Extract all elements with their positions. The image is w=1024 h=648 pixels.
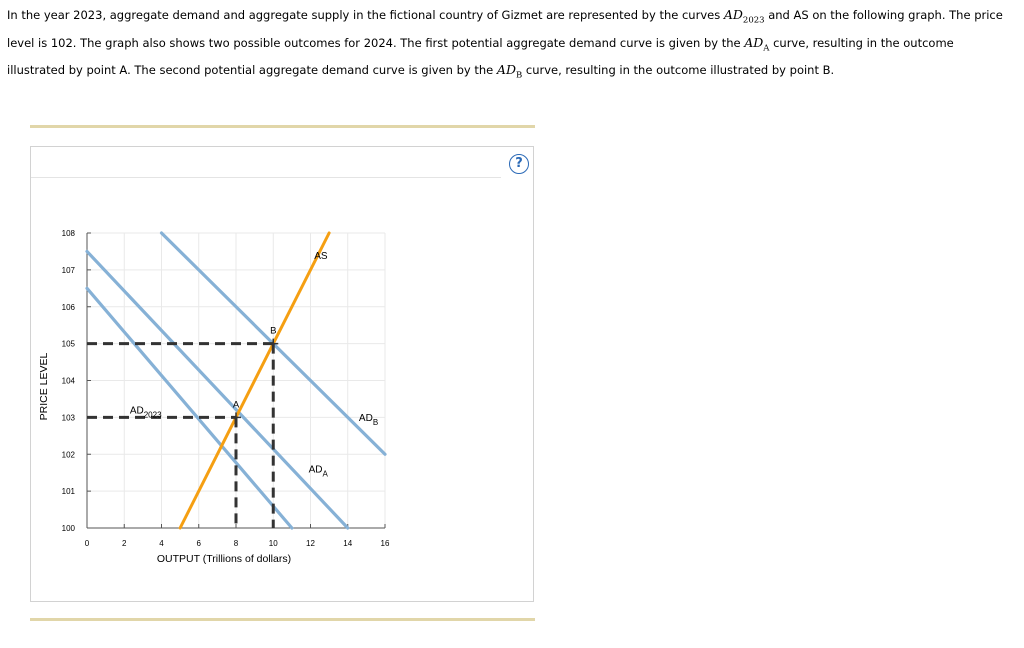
top-divider	[30, 125, 535, 128]
series-label-ad2023: $AD_{2023}$	[129, 405, 162, 420]
x-tick-label: 4	[159, 539, 164, 548]
y-tick-label: 100	[61, 524, 75, 533]
question-part-4: curve, resulting in the outcome illustrated by point B.	[525, 63, 835, 77]
y-tick-label: 108	[61, 229, 75, 238]
curve-ad2023	[87, 288, 292, 528]
x-tick-label: 16	[380, 539, 390, 548]
y-tick-label: 103	[61, 413, 75, 423]
point-label-a: A	[232, 399, 240, 411]
help-icon[interactable]: ?	[509, 154, 529, 174]
x-tick-label: 0	[84, 539, 90, 548]
y-axis-label: PRICE LEVEL	[38, 352, 50, 421]
curve-labels	[130, 251, 378, 479]
y-tick-label: 101	[61, 487, 75, 497]
y-tick-label: 107	[61, 265, 75, 275]
x-tick-label: 14	[343, 539, 353, 548]
ad2023-symbol: $AD_{2023}$	[723, 7, 765, 26]
graph-panel	[30, 146, 534, 602]
adb-symbol: $AD_B$	[496, 62, 523, 81]
x-axis-label: OUTPUT (Trillions of dollars)	[156, 553, 292, 565]
question-part-2: and AS on the following graph. The price level is 102. The graph also shows two possible outcomes for 2024. The first potential aggregate demand curve is given by the	[7, 8, 1003, 50]
y-tick-label: 104	[61, 376, 75, 386]
dashed-guides	[87, 339, 278, 528]
x-tick-label: 8	[233, 539, 239, 548]
x-tick-label: 6	[196, 539, 201, 548]
point-label-b: B	[270, 325, 277, 337]
bottom-divider	[30, 618, 535, 621]
ada-symbol: $AD_A$	[744, 34, 770, 53]
series-label-adb: $AD_B$	[358, 413, 379, 428]
series-label-as: AS	[314, 250, 328, 262]
y-tick-label: 105	[61, 339, 75, 349]
y-tick-label: 102	[61, 450, 75, 460]
x-tick-label: 10	[268, 539, 278, 548]
question-part-1: In the year 2023, aggregate demand and aggregate supply in the fictional country of Gizmet are represented by the curves	[7, 8, 721, 22]
x-tick-label: 12	[306, 539, 315, 548]
curve-ada	[87, 251, 348, 528]
question-part-3: curve, resulting in the outcome illustrated by point A. The second potential aggregate demand curve is given by the	[7, 35, 954, 77]
question-text	[7, 4, 1007, 87]
x-tick-label: 2	[122, 539, 127, 548]
series-label-ada: $AD_A$	[308, 464, 328, 479]
y-tick-label: 106	[61, 302, 75, 312]
chart-svg	[31, 147, 533, 601]
